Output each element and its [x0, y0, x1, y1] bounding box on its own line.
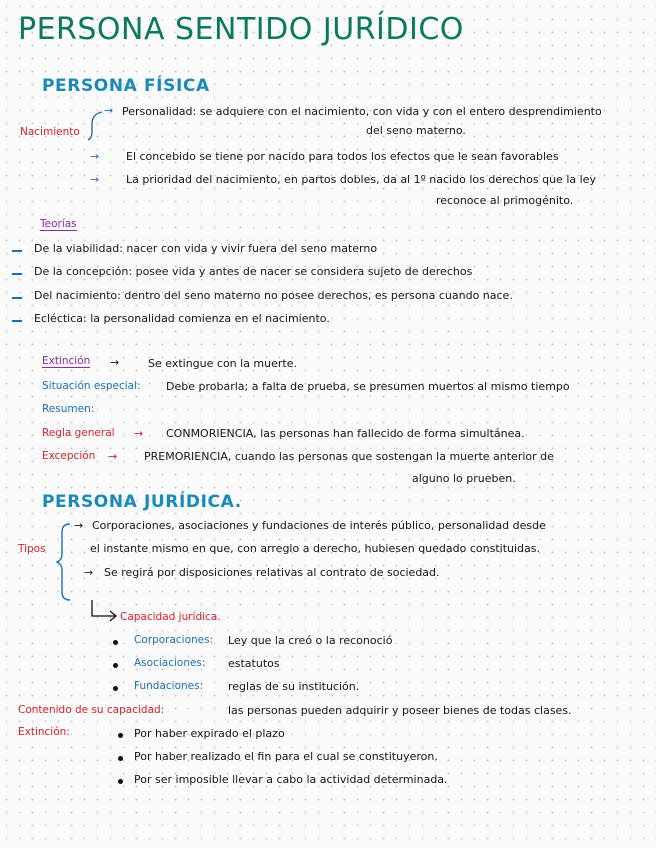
capacidad-item-label: Asociaciones: — [134, 657, 206, 669]
section-heading-fisica: PERSONA FÍSICA — [42, 76, 210, 96]
fisica-line-4: La prioridad del nacimiento, en partos dobles, da al 1º nacido los derechos que la ley — [126, 173, 596, 186]
arrow-icon: → — [104, 104, 114, 117]
tipos-label: Tipos — [18, 543, 46, 555]
arrow-icon: → — [90, 173, 100, 186]
dash-bullet — [12, 273, 22, 275]
capacidad-item-text: reglas de su institución. — [228, 680, 360, 693]
contenido-text: las personas pueden adquirir y poseer bienes de todas clases. — [228, 704, 572, 717]
extincion-item: Por ser imposible llevar a cabo la actividad determinada. — [134, 773, 448, 786]
situacion-text: Debe probarla; a falta de prueba, se presumen muertos al mismo tiempo — [166, 380, 570, 393]
arrow-icon: → — [74, 519, 84, 532]
fisica-line-2: del seno materno. — [366, 124, 466, 137]
arrow-icon: → — [108, 450, 118, 463]
arrow-icon: → — [84, 566, 94, 579]
extincion-juridica-label: Extinción: — [18, 726, 70, 738]
dash-bullet — [12, 320, 22, 322]
fisica-line-5: reconoce al primogénito. — [436, 194, 574, 207]
arrow-icon: → — [90, 150, 100, 163]
excepcion-text-2: alguno lo prueben. — [412, 472, 516, 485]
capacidad-item-text: Ley que la creó o la reconoció — [228, 634, 393, 647]
resumen-label: Resumen: — [42, 403, 95, 415]
teoria-item: Ecléctica: la personalidad comienza en el nacimiento. — [34, 312, 330, 325]
excepcion-label: Excepción — [42, 450, 96, 462]
bullet-dot — [118, 733, 123, 738]
corner-arrow-icon — [88, 598, 122, 624]
teorias-label: Teorías — [40, 218, 77, 230]
teoria-item: De la concepción: posee vida y antes de nacer se considera sujeto de derechos — [34, 265, 473, 278]
extincion-text: Se extingue con la muerte. — [148, 357, 297, 370]
brace-icon — [56, 522, 74, 602]
capacidad-item-label: Fundaciones: — [134, 680, 204, 692]
capacidad-item-label: Corporaciones: — [134, 634, 214, 646]
excepcion-text-1: PREMORIENCIA, cuando las personas que sostengan la muerte anterior de — [144, 450, 554, 463]
bullet-dot — [113, 640, 118, 645]
nacimiento-label: Nacimiento — [20, 126, 80, 138]
arrow-icon: → — [134, 427, 144, 440]
extincion-item: Por haber realizado el fin para el cual se constituyeron. — [134, 750, 438, 763]
extincion-item: Por haber expirado el plazo — [134, 727, 285, 740]
contenido-label: Contenido de su capacidad: — [18, 704, 165, 716]
bullet-dot — [113, 663, 118, 668]
regla-text: CONMORIENCIA, las personas han fallecido de forma simultánea. — [166, 427, 525, 440]
tipos-line-3: Se regirá por disposiciones relativas al contrato de sociedad. — [104, 566, 440, 579]
arrow-icon: → — [110, 356, 120, 369]
regla-label: Regla general — [42, 427, 115, 439]
bracket-icon — [86, 110, 106, 142]
capacidad-label: Capacidad jurídica. — [120, 611, 221, 623]
bullet-dot — [113, 686, 118, 691]
teoria-item: De la viabilidad: nacer con vida y vivir fuera del seno materno — [34, 242, 378, 255]
bullet-dot — [118, 756, 123, 761]
capacidad-item-text: estatutos — [228, 657, 280, 670]
situacion-label: Situación especial: — [42, 380, 141, 392]
dash-bullet — [12, 250, 22, 252]
extincion-label: Extinción — [42, 355, 91, 367]
fisica-line-1: Personalidad: se adquiere con el nacimiento, con vida y con el entero desprendimiento — [122, 105, 602, 118]
bullet-dot — [118, 779, 123, 784]
tipos-line-1: Corporaciones, asociaciones y fundaciones de interés público, personalidad desde — [92, 519, 546, 532]
section-heading-juridica: PERSONA JURÍDICA. — [42, 492, 242, 512]
tipos-line-2: el instante mismo en que, con arreglo a derecho, hubiesen quedado constituidas. — [90, 542, 540, 555]
page-title: PERSONA SENTIDO JURÍDICO — [18, 12, 464, 47]
teoria-item: Del nacimiento: dentro del seno materno no posee derechos, es persona cuando nace. — [34, 289, 513, 302]
dash-bullet — [12, 297, 22, 299]
fisica-line-3: El concebido se tiene por nacido para todos los efectos que le sean favorables — [126, 150, 559, 163]
